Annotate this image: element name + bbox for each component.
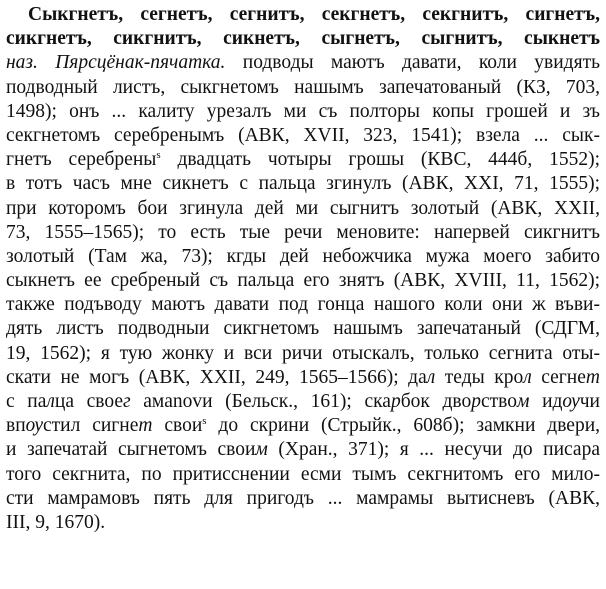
entry-line xyxy=(6,245,600,269)
italic-text: р xyxy=(471,391,481,412)
entry-text: (Хран., 371); я ... несучи до писара xyxy=(267,439,600,461)
entry-text: 73, 1555–1565); то есть тые речи меновите: напервей сикгнитъ xyxy=(6,221,600,243)
entry-text: также подъводу маютъ давати под гонца нашого коли они ж въви- xyxy=(6,294,600,316)
entry-text: вп xyxy=(6,415,26,437)
entry-text: и запечатай сыгнетомъ свои xyxy=(6,439,256,461)
italic-text: л xyxy=(426,366,436,388)
entry-text: двадцать чотыры грошы (КВС, 444б, 1552); xyxy=(160,149,600,171)
entry-text: III, 9, 1670). xyxy=(6,511,106,533)
entry-line xyxy=(6,3,600,27)
entry-line xyxy=(6,76,600,100)
entry-line xyxy=(6,342,600,366)
entry-text: гнетъ серебрены xyxy=(6,149,157,171)
entry-text: секгнетомъ серебренымъ (АВК, XVII, 323, 1541); взела ... сык- xyxy=(6,124,600,146)
entry-text: бок дво xyxy=(400,391,472,412)
italic-text: м xyxy=(516,391,530,412)
entry-text: стил сигне xyxy=(42,415,139,437)
headword-text: Сыкгнетъ, сегнетъ, сегнитъ, секгнетъ, секгнитъ, сигнетъ, xyxy=(28,4,600,25)
entry-line xyxy=(6,148,600,172)
entry-line xyxy=(6,390,600,414)
entry-text: дять листъ подводныи сикгнетомъ нашымъ запечатаный (СДГМ, xyxy=(6,318,600,340)
entry-line xyxy=(6,511,600,535)
entry-line xyxy=(6,172,600,196)
entry-text: сыкнетъ ее сребреный съ пальца его знятъ (АВК, XVIII, 11, 1562); xyxy=(6,270,600,292)
entry-text: подводный листъ, сыкгнетомъ нашымъ запечатованый (КЗ, 703, xyxy=(6,76,600,98)
entry-text: 19, 1562); я тую жонку и вси ричи отыскалъ, только сегнита оты- xyxy=(6,342,600,364)
entry-text: сегне xyxy=(531,366,586,388)
entry-text: ство xyxy=(480,391,517,412)
italic-text: м xyxy=(255,439,268,461)
entry-text: при которомъ бои згинула дей ми сыгнитъ золотый (АВК, XXII, xyxy=(6,197,600,219)
italic-text: л xyxy=(46,391,55,412)
entry-text: сти мамрамовъ пять для пригодъ ... мамрамы вытисневъ (АВК, xyxy=(6,487,600,509)
italic-text: ѹ xyxy=(25,415,43,437)
entry-line xyxy=(6,463,600,487)
entry-line xyxy=(6,124,600,148)
superscript-mark: s xyxy=(202,415,207,428)
entry-line xyxy=(6,487,600,511)
italic-text: наз. Пярсцёнак-пячатка. xyxy=(6,52,226,74)
entry-text: ид xyxy=(529,391,563,412)
entry-line xyxy=(6,438,600,462)
entry-text: теды кро xyxy=(435,366,524,388)
entry-line xyxy=(6,293,600,317)
entry-line xyxy=(6,366,600,390)
entry-line xyxy=(6,51,600,75)
entry-line xyxy=(6,269,600,293)
italic-text: г xyxy=(122,391,131,412)
entry-line xyxy=(6,221,600,245)
italic-text: т xyxy=(585,366,600,388)
entry-line xyxy=(6,317,600,341)
entry-text: чи xyxy=(579,391,600,412)
entry-text: скати не могъ (АВК, XXII, 249, 1565–1566); да xyxy=(6,366,427,388)
entry-text: подводы маютъ давати, коли увидять xyxy=(225,52,600,74)
entry-text: с па xyxy=(6,391,47,412)
entry-text: золотый (Там жа, 73); кгды дей небожчика мужа моего забито xyxy=(6,245,600,267)
italic-text: т xyxy=(138,415,153,437)
headword-text: сикгнетъ, сикгнитъ, сикнетъ, сыгнетъ, сыгнитъ, сыкнетъ xyxy=(6,28,600,50)
entry-line xyxy=(6,414,600,438)
superscript-mark: s xyxy=(156,149,161,162)
italic-text: ѹ xyxy=(562,391,580,412)
italic-text: р xyxy=(390,391,401,412)
entry-text: амanovи (Бельск., 161); ска xyxy=(130,391,391,412)
entry-text: до скрини (Стрыйк., 608б); замкни двери, xyxy=(206,415,600,437)
entry-line xyxy=(6,197,600,221)
italic-text: л xyxy=(523,366,532,388)
entry-text: ца свое xyxy=(54,391,123,412)
entry-line xyxy=(6,100,600,124)
entry-text: 1498); онъ ... калиту урезалъ ми съ полторы копы грошей и зъ xyxy=(6,100,600,122)
entry-text: того секгнита, по притисснении есми тымъ секгнитомъ его мило- xyxy=(6,463,600,485)
entry-text: свои xyxy=(152,415,203,437)
entry-text: в тотъ часъ мне сикнетъ с пальца згинулъ (АВК, XXI, 71, 1555); xyxy=(6,173,600,195)
entry-line xyxy=(6,27,600,51)
